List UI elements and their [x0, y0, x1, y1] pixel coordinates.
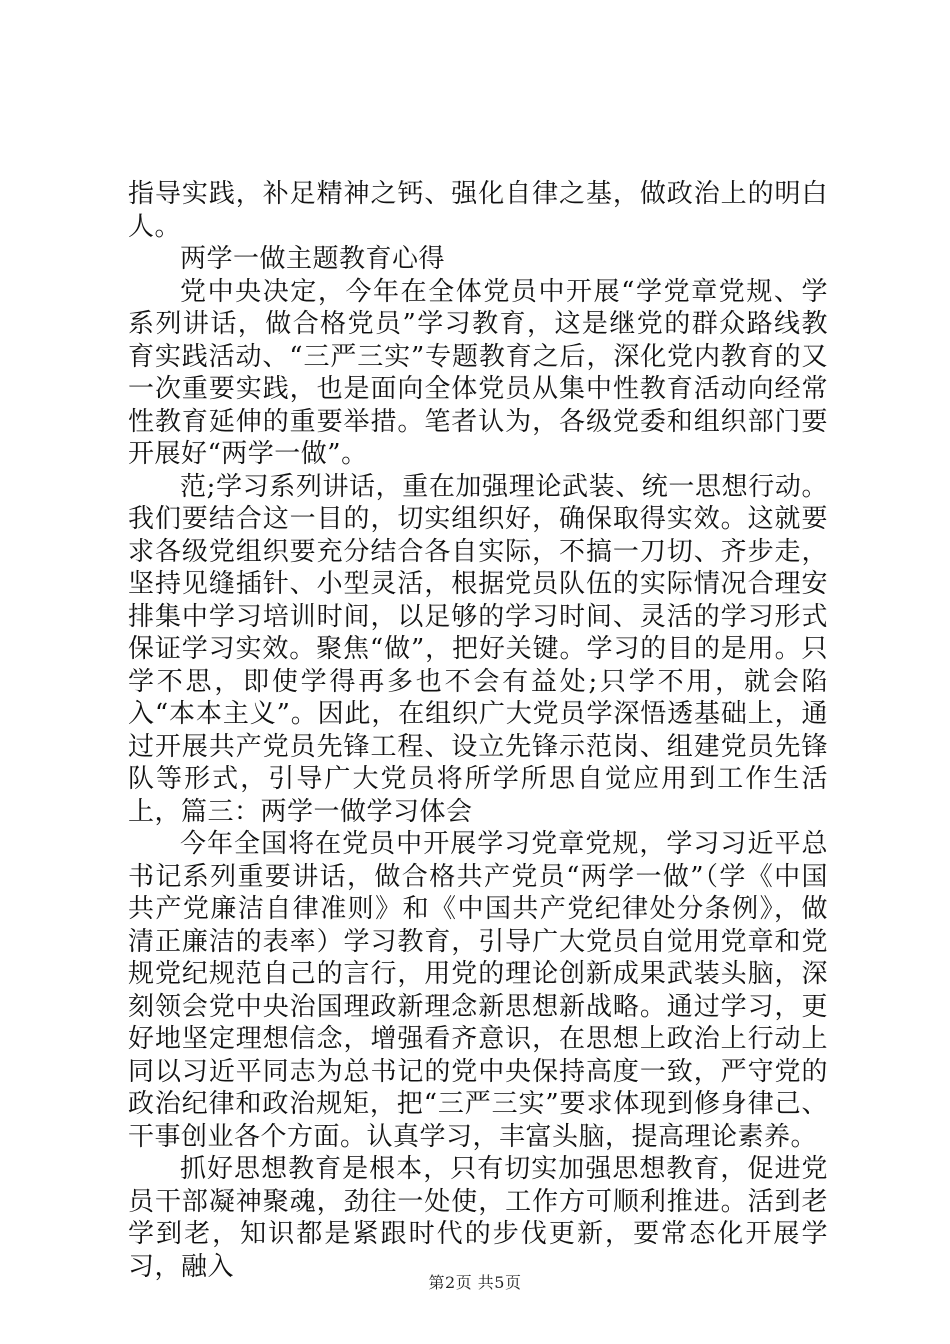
page-indicator: 第2页 共5页: [428, 1273, 522, 1292]
section-heading: 两学一做主题教育心得: [180, 244, 446, 274]
paragraph-1: 党中央决定，今年在全体党员中开展“学党章党规、学系列讲话，做合格党员”学习教育，这是继党的群众路线教育实践活动、“三严三实”专题教育之后，深化党内教育的又一次重要实践，也是面向全体党员从集中性教育活动向经常性教育延伸的重要举措。笔者认为，各级党委和组织部门要开展好“两学一做”。: [128, 276, 828, 469]
document-body: [128, 243, 828, 1283]
paragraph-4: 抓好思想教育是根本，只有切实加强思想教育，促进党员干部凝神聚魂，劲往一处使，工作方可顺利推进。活到老学到老，知识都是紧跟时代的步伐更新，要常态化开展学习，融入: [128, 1154, 828, 1282]
lead-paragraph: 指导实践，补足精神之钙、强化自律之基，做政治上的明白人。: [128, 179, 828, 242]
paragraph-3: 今年全国将在党员中开展学习党章党规，学习习近平总书记系列重要讲话，做合格共产党员“两学一做”（学《中国共产党廉洁自律准则》和《中国共产党纪律处分条例》，做清正廉洁的表率）学习教育，引导广大党员自觉用党章和党规党纪规范自己的言行，用党的理论创新成果武装头脑，深刻领会党中央治国理政新理念新思想新战略。通过学习，更好地坚定理想信念，增强看齐意识，在思想上政治上行动上同以习近平同志为总书记的党中央保持高度一致，严守党的政治纪律和政治规矩，把“三严三实”要求体现到修身律己、干事创业各个方面。认真学习，丰富头脑，提高理论素养。: [128, 829, 828, 1152]
paragraph-2: 范;学习系列讲话，重在加强理论武装、统一思想行动。我们要结合这一目的，切实组织好，确保取得实效。这就要求各级党组织要充分结合各自实际，不搞一刀切、齐步走，坚持见缝插针、小型灵活，根据党员队伍的实际情况合理安排集中学习培训时间，以足够的学习时间、灵活的学习形式保证学习实效。聚焦“做”，把好关键。学习的目的是用。只学不思，即使学得再多也不会有益处;只学不用，就会陷入“本本主义”。因此，在组织广大党员学深悟透基础上，通过开展共产党员先锋工程、设立先锋示范岗、组建党员先锋队等形式，引导广大党员将所学所思自觉应用到工作生活上，篇三：两学一做学习体会: [128, 471, 828, 827]
page-footer: [0, 1270, 950, 1293]
lead-line: [128, 178, 828, 243]
